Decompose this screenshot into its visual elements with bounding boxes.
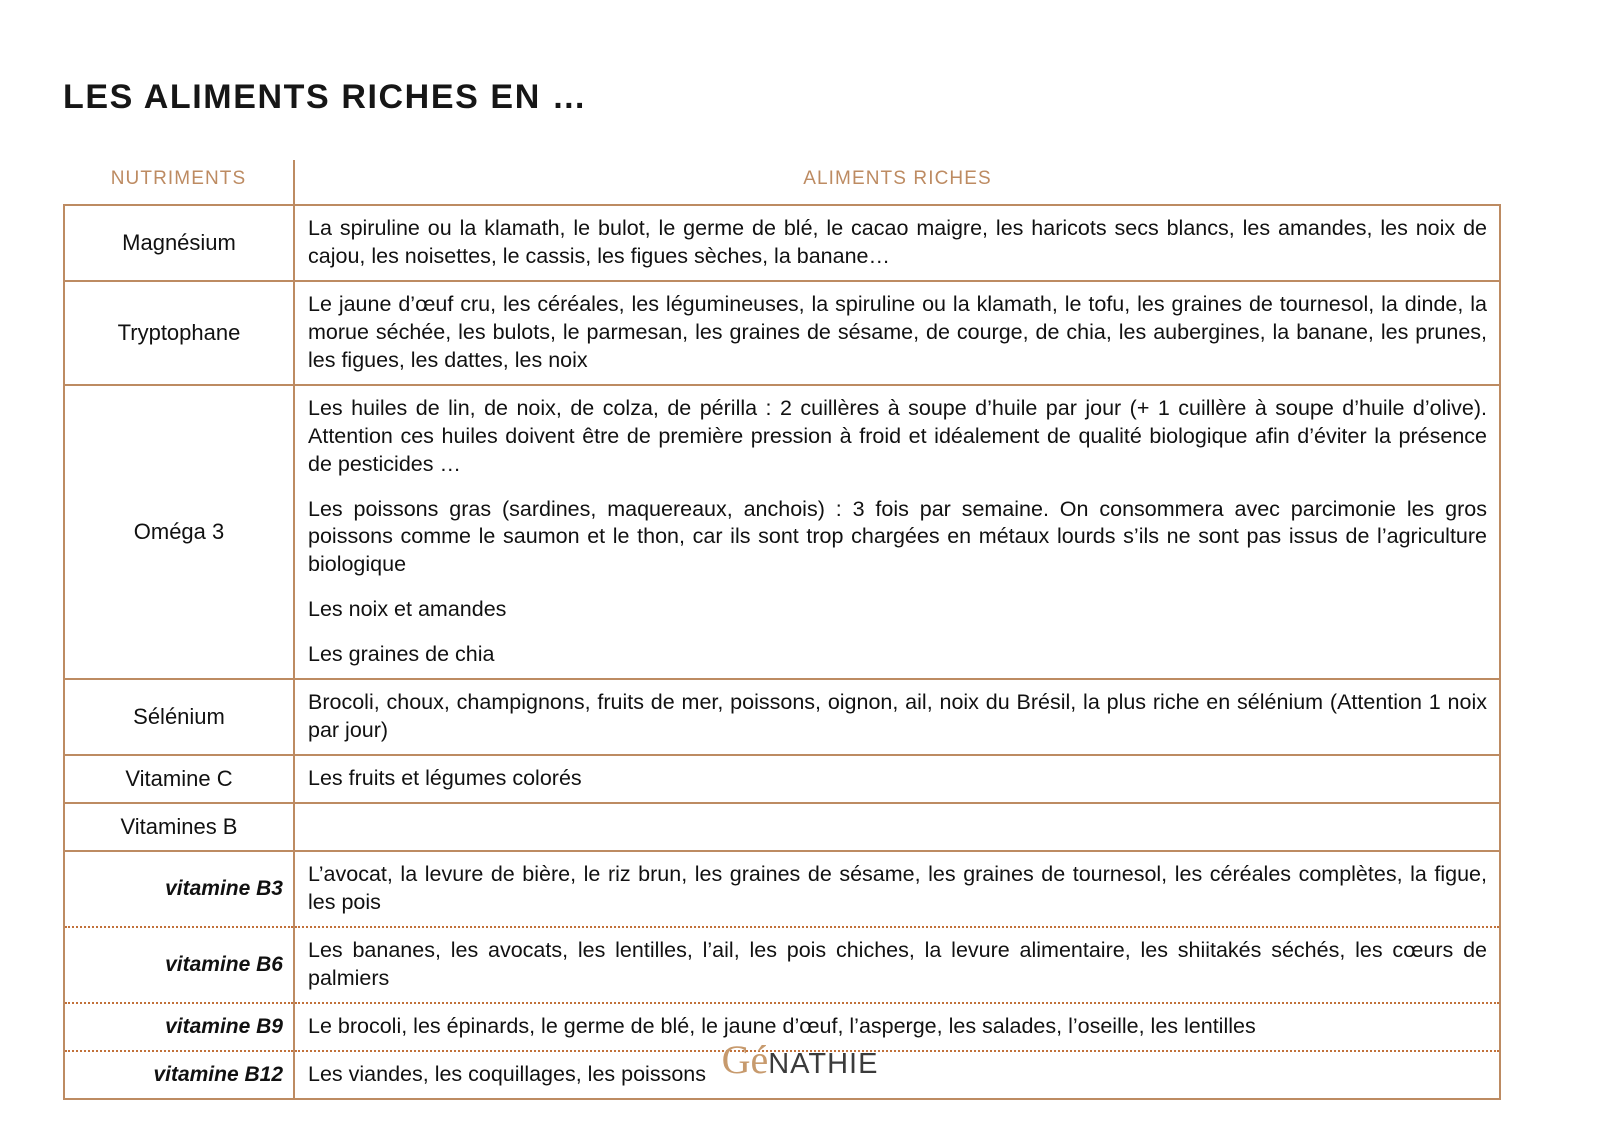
foods-cell bbox=[294, 679, 1500, 755]
nutrient-name-cell: Magnésium bbox=[64, 205, 294, 281]
table-header-row bbox=[64, 160, 1500, 205]
table-row bbox=[64, 803, 1500, 851]
foods-paragraph: Le jaune d’œuf cru, les céréales, les légumineuses, la spiruline ou la klamath, le tofu, les graines de tournesol, la dinde, la morue séchée, les bulots, le parmesan, les graines de sésame, de courge, de chia, les aubergines, la banane, les prunes, les figues, les dattes, les noix bbox=[308, 291, 1487, 372]
foods-paragraph: Le brocoli, les épinards, le germe de blé, le jaune d’œuf, l’asperge, les salades, l’oseille, les lentilles bbox=[308, 1013, 1256, 1038]
nutrient-name-cell: Vitamine C bbox=[64, 755, 294, 803]
foods-cell bbox=[294, 755, 1500, 803]
nutrient-name-cell: vitamine B6 bbox=[64, 927, 294, 1003]
foods-paragraph: Les fruits et légumes colorés bbox=[308, 766, 582, 791]
foods-cell bbox=[294, 205, 1500, 281]
foods-paragraph: Les viandes, les coquillages, les poissons bbox=[308, 1061, 706, 1086]
logo-rest-text: NATHIE bbox=[768, 1048, 879, 1080]
table-row bbox=[64, 679, 1500, 755]
logo-accent-text: Gé bbox=[721, 1037, 769, 1082]
foods-cell bbox=[294, 803, 1500, 851]
table-row bbox=[64, 205, 1500, 281]
nutrients-table-container bbox=[63, 160, 1499, 1100]
page-title: LES ALIMENTS RICHES EN … bbox=[63, 77, 588, 116]
foods-paragraph: Les poissons gras (sardines, maquereaux, anchois) : 3 fois par semaine. On consommera avec parcimonie les gros poissons comme le saumon et le thon, car ils sont trop chargées en métaux lourds s’ils ne sont pas issus de l’agriculture biologique bbox=[308, 496, 1487, 577]
foods-paragraph: Les noix et amandes bbox=[308, 597, 507, 622]
foods-paragraph: La spiruline ou la klamath, le bulot, le germe de blé, le cacao maigre, les haricots secs blancs, les amandes, les noix de cajou, les noisettes, le cassis, les figues sèches, la banane… bbox=[308, 216, 1487, 268]
column-header-nutriments: NUTRIMENTS bbox=[64, 160, 294, 205]
nutrients-table bbox=[63, 160, 1501, 1100]
nutrient-name-cell: Vitamines B bbox=[64, 803, 294, 851]
nutrient-name-cell: vitamine B9 bbox=[64, 1003, 294, 1051]
nutrient-name-cell: Tryptophane bbox=[64, 281, 294, 385]
nutrient-name-cell: Sélénium bbox=[64, 679, 294, 755]
foods-cell bbox=[294, 385, 1500, 680]
nutrient-name-cell: Oméga 3 bbox=[64, 385, 294, 680]
foods-paragraph: L’avocat, la levure de bière, le riz brun, les graines de sésame, les graines de tournesol, les céréales complètes, la figue, les pois bbox=[308, 862, 1487, 914]
table-header bbox=[64, 160, 1500, 205]
nutrient-name-cell: vitamine B12 bbox=[64, 1051, 294, 1099]
foods-paragraph: Les bananes, les avocats, les lentilles, l’ail, les pois chiches, la levure alimentaire, les shiitakés séchés, les cœurs de palmiers bbox=[308, 937, 1487, 990]
foods-paragraph: Les graines de chia bbox=[308, 642, 495, 667]
footer-logo bbox=[0, 1036, 1600, 1083]
table-row bbox=[64, 281, 1500, 385]
table-row bbox=[64, 385, 1500, 680]
foods-cell bbox=[294, 927, 1500, 1003]
table-row bbox=[64, 851, 1500, 927]
table-body bbox=[64, 205, 1500, 1099]
nutrient-name-cell: vitamine B3 bbox=[64, 851, 294, 927]
foods-paragraph: Brocoli, choux, champignons, fruits de mer, poissons, oignon, ail, noix du Brésil, la plus riche en sélénium (Attention 1 noix par jour) bbox=[308, 690, 1487, 743]
column-header-aliments-riches: ALIMENTS RICHES bbox=[294, 160, 1500, 205]
table-row bbox=[64, 927, 1500, 1003]
foods-paragraph: Les huiles de lin, de noix, de colza, de périlla : 2 cuillères à soupe d’huile par jour (+ 1 cuillère à soupe d’huile d’olive). Attention ces huiles doivent être de première pression à froid et idéalement de qualité biologique afin d’éviter la présence de pesticides … bbox=[308, 395, 1487, 476]
foods-cell bbox=[294, 851, 1500, 927]
foods-cell bbox=[294, 281, 1500, 385]
table-row bbox=[64, 755, 1500, 803]
